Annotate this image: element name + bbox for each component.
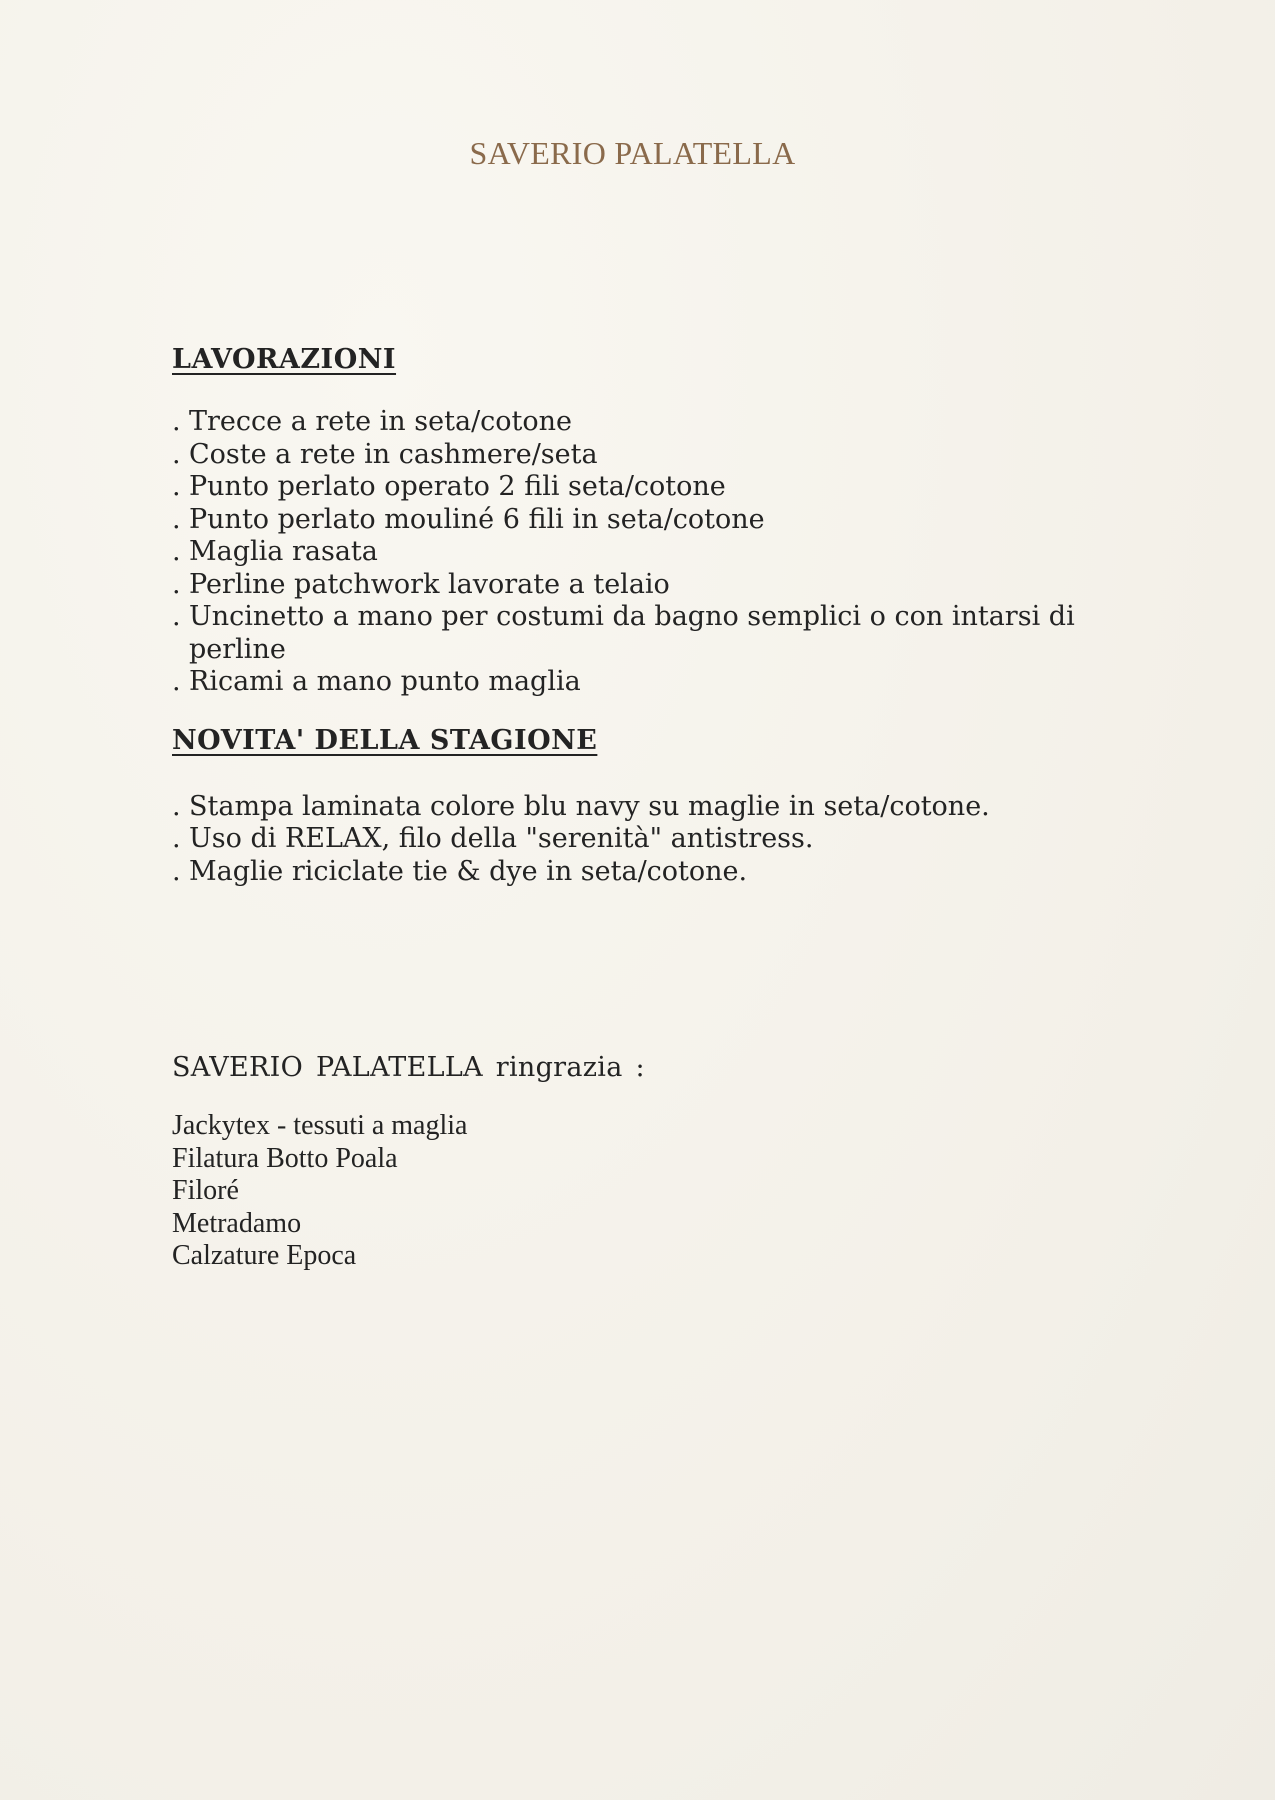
list-item: . Coste a rete in cashmere/seta bbox=[172, 438, 598, 470]
novita-list bbox=[172, 791, 1122, 889]
sponsor-item: Filoré bbox=[172, 1175, 239, 1206]
list-item: . Uso di RELAX, filo della "serenità" antistress. bbox=[172, 823, 814, 854]
sponsor-list bbox=[172, 1110, 1122, 1273]
sponsor-item: Jackytex - tessuti a maglia bbox=[172, 1110, 468, 1141]
document-body bbox=[172, 340, 1122, 1273]
list-item: . Ricami a mano punto maglia bbox=[172, 666, 581, 697]
sponsor-item: Filatura Botto Poala bbox=[172, 1142, 398, 1174]
list-item: . Maglie riciclate tie & dye in seta/cotone. bbox=[172, 855, 748, 887]
list-item: . Maglia rasata bbox=[172, 536, 378, 567]
novita-heading: NOVITA' DELLA STAGIONE bbox=[172, 724, 598, 756]
sponsor-item: Calzature Epoca bbox=[172, 1240, 357, 1271]
list-item: . Stampa laminata colore blu navy su maglie in seta/cotone. bbox=[172, 790, 990, 822]
thanks-heading: SAVERIO PALATELLA ringrazia : bbox=[172, 1052, 645, 1083]
page-title: SAVERIO PALATELLA bbox=[469, 135, 796, 171]
lavorazioni-heading: LAVORAZIONI bbox=[172, 344, 397, 375]
list-item: . Perline patchwork lavorate a telaio bbox=[172, 568, 670, 600]
list-item: . Trecce a rete in seta/cotone bbox=[172, 406, 573, 437]
list-item: . Uncinetto a mano per costumi da bagno semplici o con intarsi di perline bbox=[172, 601, 1075, 665]
list-item: . Punto perlato mouliné 6 fili in seta/cotone bbox=[172, 503, 765, 535]
sponsor-item: Metradamo bbox=[172, 1207, 302, 1239]
lavorazioni-list bbox=[172, 406, 1122, 699]
list-item: . Punto perlato operato 2 fili seta/cotone bbox=[172, 471, 726, 502]
